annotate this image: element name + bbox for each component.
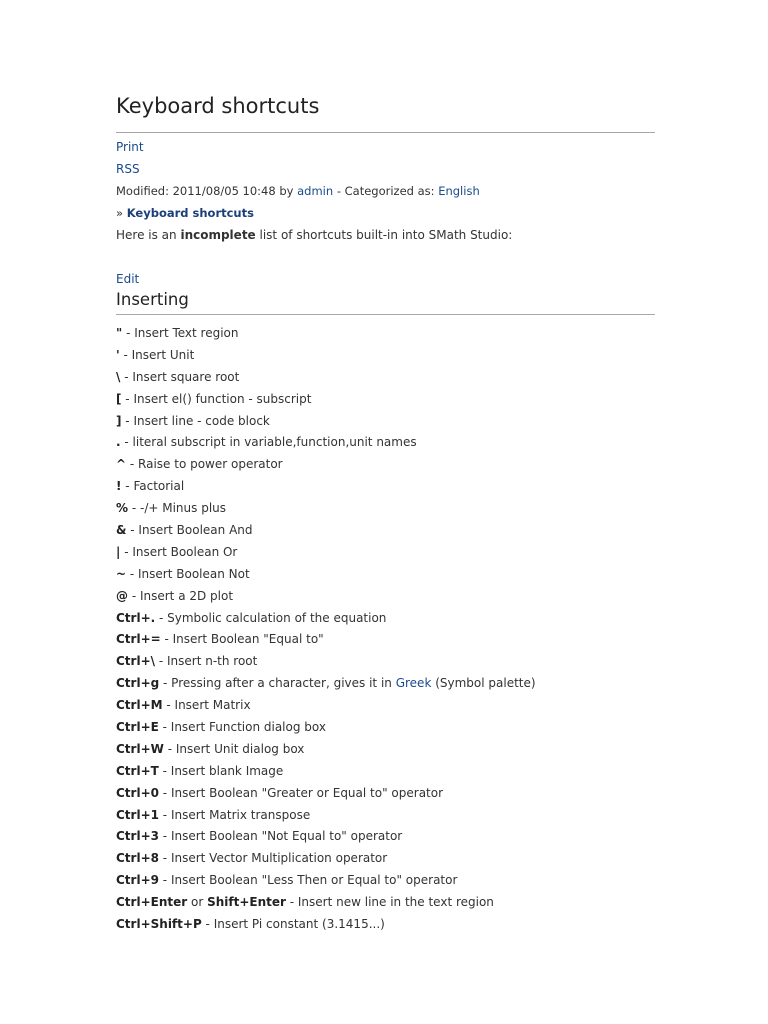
shortcut-key: Ctrl+W [116, 741, 164, 756]
shortcut-description: - Insert Boolean And [126, 523, 253, 538]
intro-emphasis: incomplete [180, 228, 256, 242]
shortcut-key: ! [116, 479, 122, 494]
shortcut-item [116, 478, 655, 500]
shortcut-key: Ctrl+1 [116, 807, 159, 822]
shortcut-item [116, 544, 655, 566]
shortcut-item [116, 741, 655, 763]
shortcut-key: ' [116, 347, 120, 362]
shortcut-item [116, 719, 655, 741]
shortcut-description: - Insert Boolean Or [120, 544, 238, 559]
shortcut-item [116, 413, 655, 435]
shortcut-description: - Insert Matrix transpose [158, 807, 311, 822]
shortcut-key-alt: Shift+Enter [207, 895, 286, 910]
shortcut-key: Ctrl+Shift+P [116, 917, 202, 932]
shortcut-key: Ctrl+T [116, 763, 159, 778]
shortcut-description: - Pressing after a character, gives it in [159, 676, 396, 691]
shortcut-key: " [116, 326, 123, 340]
shortcut-item [116, 456, 655, 478]
shortcut-description: - Insert Vector Multiplication operator [158, 851, 388, 866]
categorized-label: - Categorized as: [333, 184, 439, 198]
shortcut-key: . [116, 435, 121, 450]
shortcut-key: \ [116, 369, 121, 384]
rss-link[interactable]: RSS [116, 162, 140, 176]
print-link[interactable]: Print [116, 140, 144, 154]
shortcut-item [116, 828, 655, 850]
shortcut-description: - -/+ Minus plus [128, 501, 227, 516]
shortcut-item [116, 894, 655, 916]
shortcut-description: - Insert Boolean "Not Equal to" operator [158, 829, 403, 844]
shortcut-key: & [116, 523, 127, 538]
title-divider [116, 132, 655, 133]
shortcut-item [116, 610, 655, 632]
shortcut-key: Ctrl+M [116, 698, 163, 713]
shortcut-list [116, 325, 655, 938]
shortcut-item [116, 785, 655, 807]
modified-prefix: Modified: [116, 184, 173, 198]
shortcut-description: - Factorial [121, 479, 185, 494]
shortcut-item [116, 391, 655, 413]
shortcut-description: - Insert a 2D plot [128, 588, 234, 603]
shortcut-description: - Insert Unit dialog box [163, 741, 305, 756]
by-label: by [275, 184, 298, 198]
intro-before: Here is an [116, 228, 181, 242]
shortcut-item [116, 325, 655, 347]
breadcrumb [116, 205, 254, 221]
shortcut-description: - Insert Unit [119, 347, 195, 362]
shortcut-item [116, 763, 655, 785]
shortcut-item [116, 697, 655, 719]
shortcut-key: Ctrl+\ [116, 654, 156, 669]
shortcut-key: Ctrl+0 [116, 785, 159, 800]
shortcut-description: - Raise to power operator [126, 457, 283, 472]
shortcut-item [116, 369, 655, 391]
page-title: Keyboard shortcuts [116, 94, 320, 118]
shortcut-key: ~ [116, 566, 127, 581]
shortcut-key: | [116, 544, 121, 559]
intro-after: list of shortcuts built-in into SMath Studio: [255, 228, 513, 242]
shortcut-item [116, 566, 655, 588]
shortcut-description: - Symbolic calculation of the equation [155, 610, 387, 625]
shortcut-key: Ctrl+g [116, 676, 160, 691]
shortcut-item [116, 872, 655, 894]
print-link-row [116, 139, 144, 155]
shortcut-description: - Insert el() function - subscript [121, 391, 312, 406]
shortcut-key: Ctrl+= [116, 632, 161, 647]
edit-link-row [116, 271, 139, 287]
shortcut-key: Ctrl+Enter [116, 895, 188, 910]
shortcut-item [116, 631, 655, 653]
breadcrumb-separator-icon: » [116, 206, 124, 220]
shortcut-description: - Insert n-th root [155, 654, 258, 669]
section-title-inserting: Inserting [116, 290, 189, 309]
shortcut-item [116, 675, 655, 697]
page-meta [116, 183, 480, 199]
shortcut-description: - Insert Boolean "Less Then or Equal to" operator [158, 873, 458, 888]
category-link[interactable]: English [438, 184, 480, 198]
rss-link-row [116, 161, 140, 177]
shortcut-key: Ctrl+3 [116, 829, 159, 844]
shortcut-key: Ctrl+. [116, 610, 156, 625]
section-divider [116, 314, 655, 315]
shortcut-item [116, 522, 655, 544]
greek-link[interactable]: Greek [395, 676, 432, 691]
shortcut-description: - Insert Boolean "Equal to" [160, 632, 324, 647]
shortcut-key: ^ [116, 457, 127, 472]
breadcrumb-current[interactable]: Keyboard shortcuts [126, 206, 254, 220]
shortcut-description: - Insert line - code block [121, 413, 270, 428]
shortcut-key: % [116, 501, 129, 516]
shortcut-description: - Insert Boolean "Greater or Equal to" operator [158, 785, 444, 800]
shortcut-description: - Insert Pi constant (3.1415...) [201, 917, 385, 932]
shortcut-item [116, 588, 655, 610]
shortcut-description: - Insert square root [120, 369, 240, 384]
shortcut-item [116, 347, 655, 369]
shortcut-item [116, 653, 655, 675]
shortcut-description: - Insert new line in the text region [285, 895, 494, 910]
shortcut-description: - Insert Function dialog box [158, 720, 326, 735]
shortcut-description: - Insert Matrix [162, 698, 251, 713]
shortcut-item [116, 500, 655, 522]
shortcut-connector: or [187, 895, 208, 910]
author-link[interactable]: admin [297, 184, 334, 198]
shortcut-key: @ [116, 588, 128, 603]
shortcut-key: ] [116, 413, 122, 428]
modified-date: 2011/08/05 10:48 [172, 184, 276, 198]
shortcut-item [116, 850, 655, 872]
shortcut-item [116, 916, 655, 938]
shortcut-key: Ctrl+8 [116, 851, 159, 866]
shortcut-description: - Insert blank Image [158, 763, 284, 778]
shortcut-description: - literal subscript in variable,function,unit names [120, 435, 417, 450]
edit-section-link[interactable]: Edit [116, 272, 140, 286]
intro-text [116, 227, 512, 243]
shortcut-key: [ [116, 391, 122, 406]
shortcut-description-tail: (Symbol palette) [431, 676, 536, 691]
shortcut-description: - Insert Boolean Not [126, 566, 250, 581]
shortcut-item [116, 807, 655, 829]
shortcut-description: - Insert Text region [122, 326, 239, 340]
shortcut-key: Ctrl+9 [116, 873, 159, 888]
shortcut-key: Ctrl+E [116, 720, 159, 735]
shortcut-item [116, 434, 655, 456]
